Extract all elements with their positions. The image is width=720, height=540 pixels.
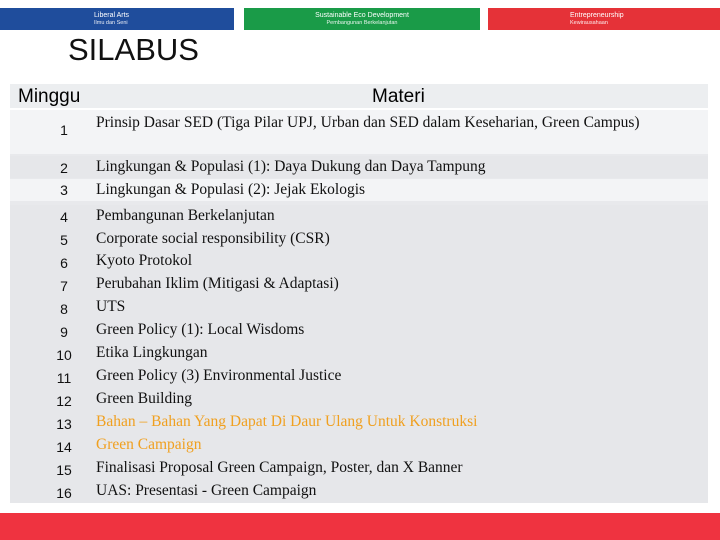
table-row-group	[10, 205, 708, 503]
material-text: Corporate social responsibility (CSR)	[96, 230, 330, 247]
week-number: 11	[56, 370, 72, 386]
week-number: 7	[60, 278, 68, 294]
material-text: Lingkungan & Populasi (1): Daya Dukung dan Daya Tampung	[96, 158, 486, 175]
table-row	[10, 156, 708, 178]
band-entrepreneurship	[488, 8, 720, 30]
syllabus-table	[10, 110, 708, 503]
material-text: UTS	[96, 298, 126, 315]
table-row	[10, 110, 708, 154]
week-number: 9	[60, 324, 68, 340]
material-text-highlighted: Bahan – Bahan Yang Dapat Di Daur Ulang Untuk Konstruksi	[96, 413, 478, 430]
material-text-highlighted: Green Campaign	[96, 436, 202, 453]
material-text: Etika Lingkungan	[96, 344, 208, 361]
column-header-week: Minggu	[18, 86, 81, 107]
band-subtitle: Kewirausahaan	[570, 19, 608, 26]
week-number: 4	[60, 209, 68, 225]
material-text: UAS: Presentasi - Green Campaign	[96, 482, 317, 499]
band-title: Liberal Arts	[94, 11, 130, 19]
bottom-accent-bar	[0, 513, 720, 540]
week-number: 14	[56, 439, 72, 455]
material-text: Finalisasi Proposal Green Campaign, Poster, dan X Banner	[96, 459, 463, 476]
material-text: Green Policy (1): Local Wisdoms	[96, 321, 305, 338]
week-number: 1	[60, 122, 68, 138]
week-number: 12	[56, 393, 72, 409]
week-number: 2	[60, 160, 68, 176]
week-number: 8	[60, 301, 68, 317]
material-text: Lingkungan & Populasi (2): Jejak Ekologis	[96, 181, 366, 198]
material-text: Green Policy (3) Environmental Justice	[96, 367, 342, 384]
material-text: Kyoto Protokol	[96, 252, 193, 269]
week-number: 15	[56, 462, 72, 478]
week-number: 10	[56, 347, 72, 363]
material-text: Green Building	[96, 390, 192, 407]
band-subtitle: Pembangunan Berkelanjutan	[326, 19, 398, 26]
band-sustainable-eco	[244, 8, 480, 30]
band-subtitle: Ilmu dan Seni	[94, 19, 128, 26]
band-liberal-arts	[0, 8, 234, 30]
column-header-material: Materi	[372, 86, 425, 107]
material-text: Prinsip Dasar SED (Tiga Pilar UPJ, Urban dan SED dalam Keseharian, Green Campus)	[96, 114, 640, 131]
week-number: 16	[56, 485, 72, 501]
page-title: SILABUS	[68, 32, 199, 67]
week-number: 6	[60, 255, 68, 271]
band-title: Entrepreneurship	[570, 11, 624, 19]
top-banner	[0, 0, 720, 32]
material-text: Pembangunan Berkelanjutan	[96, 207, 275, 224]
week-number: 3	[60, 182, 68, 198]
band-title: Sustainable Eco Development	[315, 11, 409, 19]
week-number: 5	[60, 232, 68, 248]
week-number: 13	[56, 416, 72, 432]
table-row	[10, 179, 708, 201]
material-text: Perubahan Iklim (Mitigasi & Adaptasi)	[96, 275, 339, 292]
table-header-row	[10, 84, 708, 108]
